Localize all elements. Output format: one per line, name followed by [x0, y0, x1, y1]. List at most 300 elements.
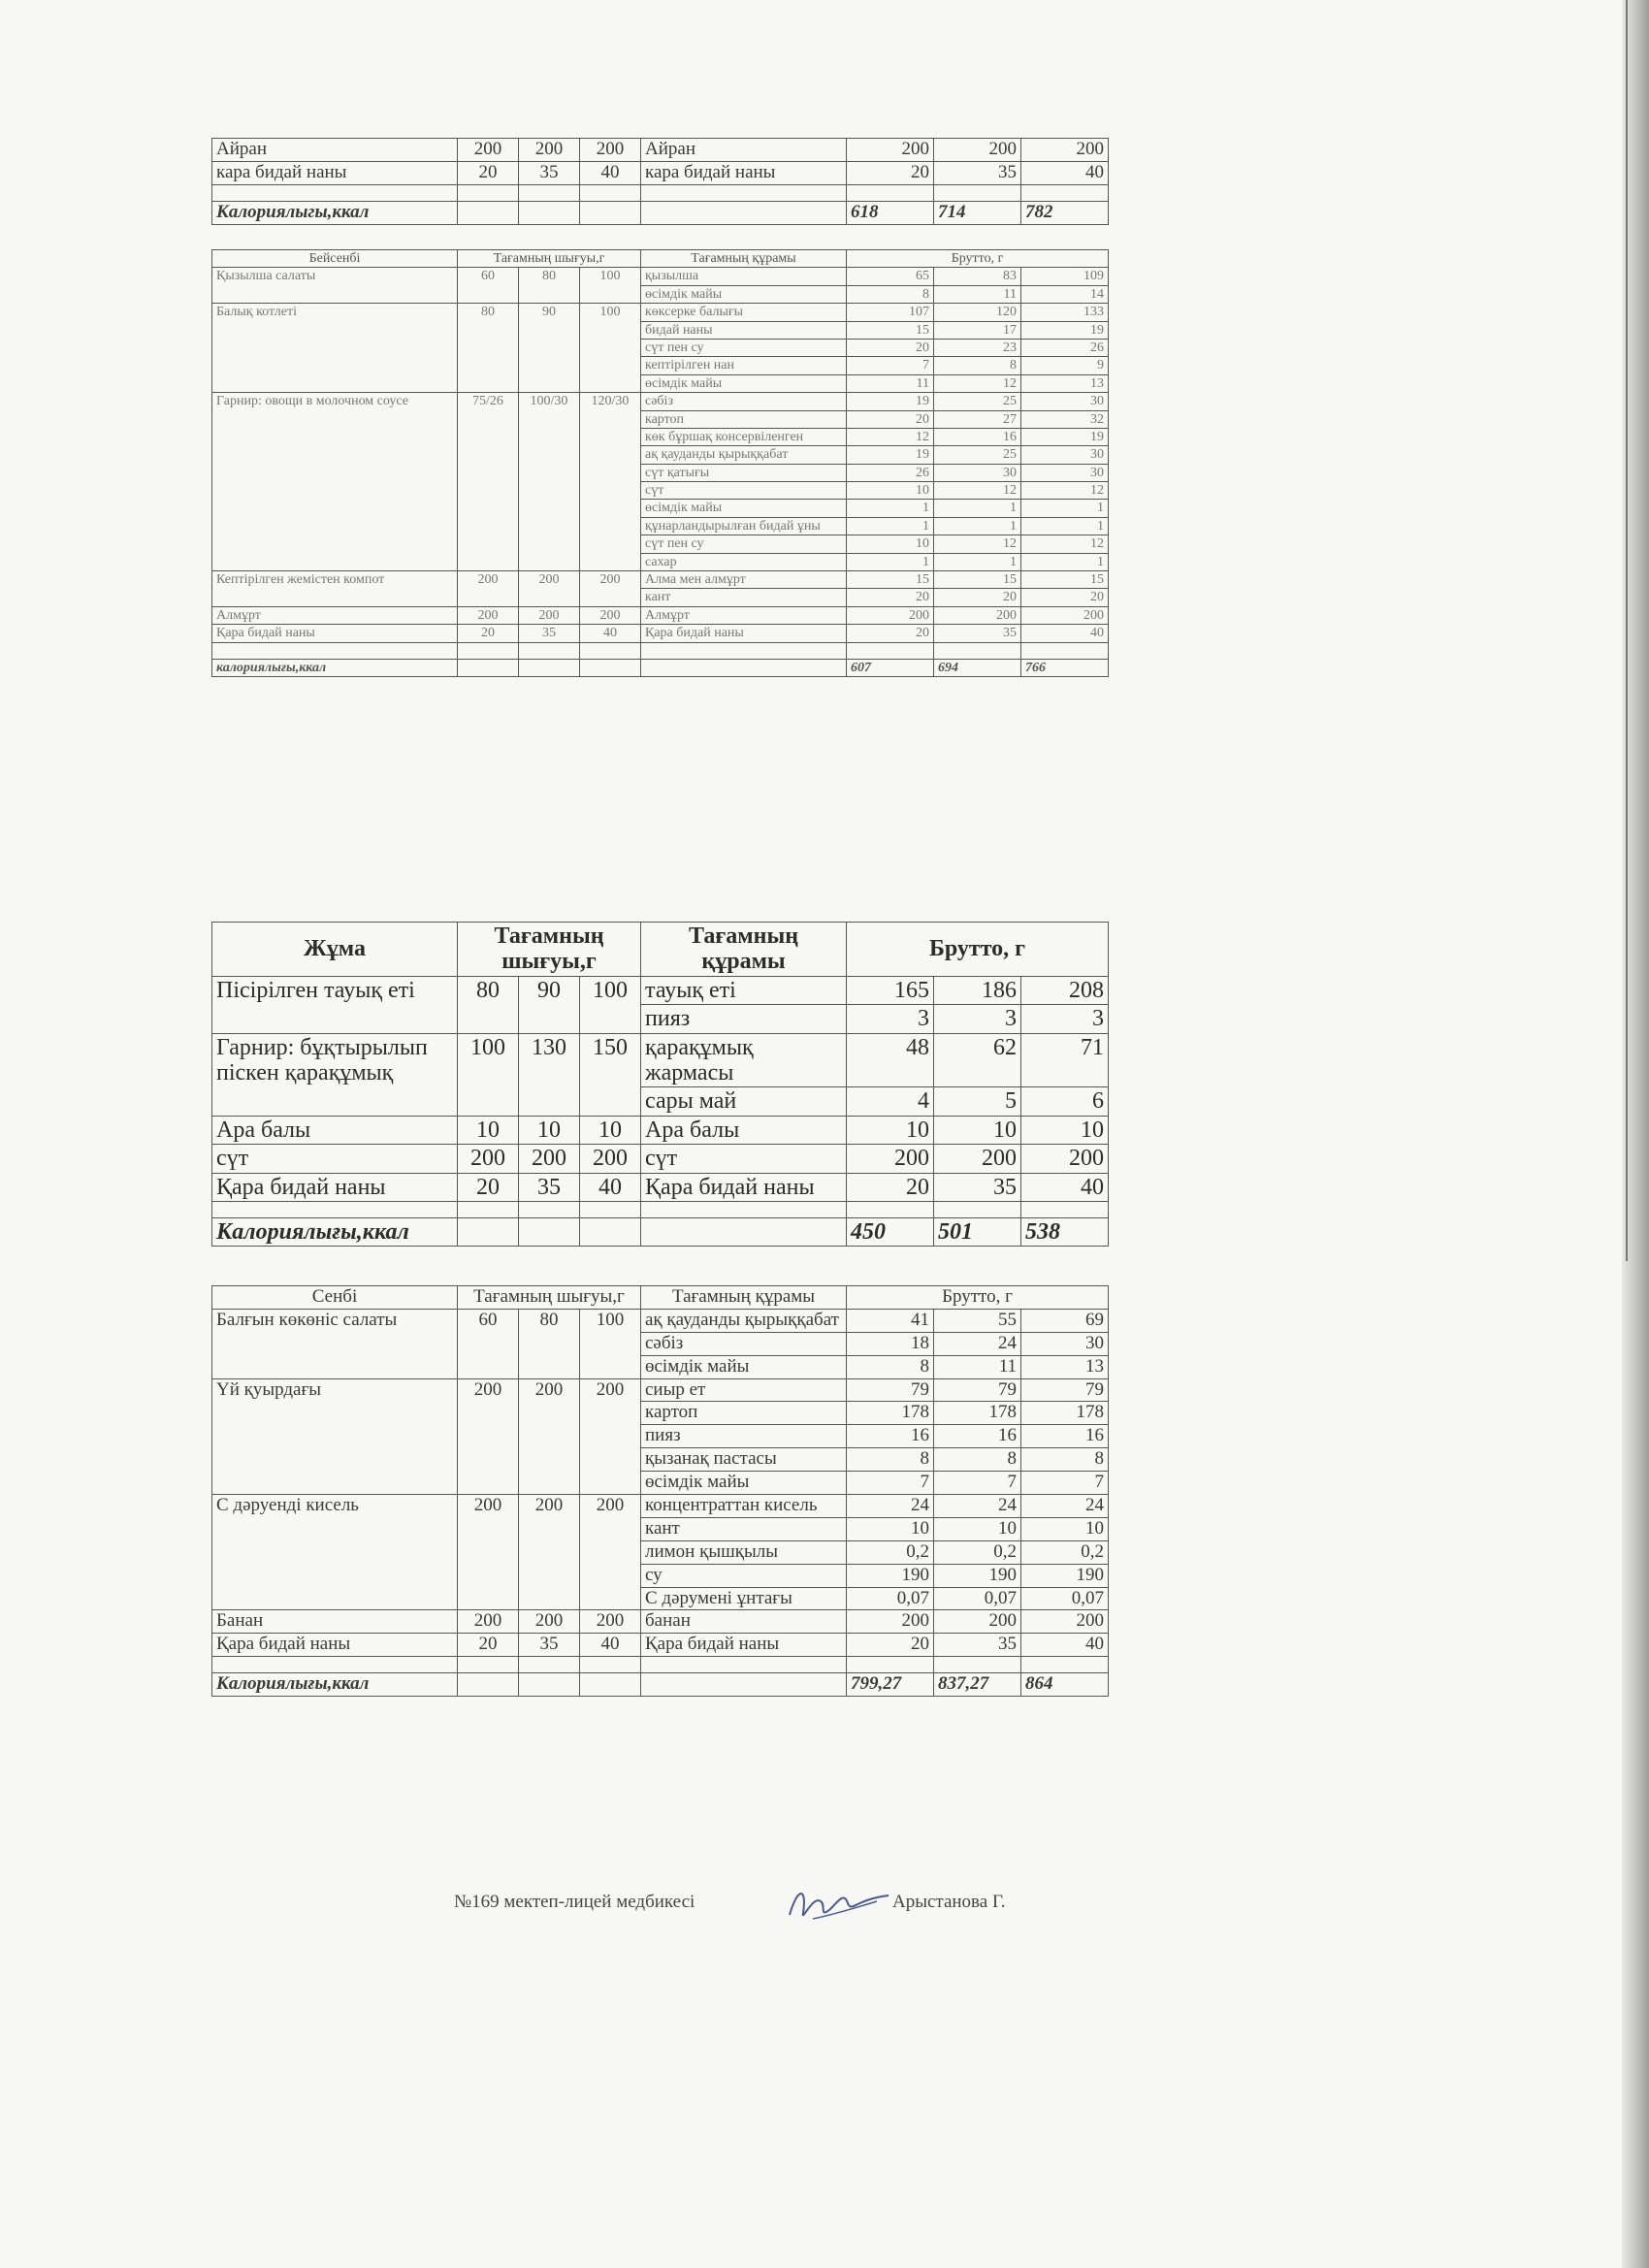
ingredient-name: сары май: [641, 1087, 847, 1116]
ingredient-name: сүт: [641, 482, 847, 500]
gross-value: 17: [934, 321, 1021, 339]
dish-name: Қара бидай наны: [212, 1634, 458, 1657]
ingredient-name: Қара бидай наны: [641, 1173, 847, 1201]
gross-value: 12: [934, 535, 1021, 553]
gross-value: 12: [847, 428, 934, 445]
gross-value: 133: [1021, 304, 1109, 321]
output-value: 80: [519, 268, 580, 304]
gross-value: 15: [934, 571, 1021, 589]
ingredient-name: Алмұрт: [641, 606, 847, 624]
table-row: [212, 1116, 1109, 1144]
output-value: 35: [519, 1634, 580, 1657]
calorie-value: 450: [847, 1217, 934, 1246]
gross-value: 0,2: [847, 1540, 934, 1564]
gross-value: 14: [1021, 285, 1109, 303]
output-value: 100: [580, 976, 641, 1033]
nurse-label: №169 мектеп-лицей медбикесі: [454, 1892, 695, 1912]
output-value: 200: [458, 1610, 519, 1634]
gross-value: 40: [1021, 1173, 1109, 1201]
ingredient-name: кант: [641, 1517, 847, 1540]
gross-value: 3: [1021, 1005, 1109, 1033]
gross-value: 27: [934, 410, 1021, 428]
gross-value: 200: [847, 139, 934, 162]
ingredient-name: картоп: [641, 1402, 847, 1425]
gross-value: 7: [847, 1472, 934, 1495]
gross-value: 107: [847, 304, 934, 321]
gross-value: 20: [847, 1173, 934, 1201]
output-value: 20: [458, 161, 519, 184]
gross-value: 7: [1021, 1472, 1109, 1495]
dish-name: С дәруенді кисель: [212, 1495, 458, 1610]
gross-value: 3: [847, 1005, 934, 1033]
gross-value: 16: [1021, 1425, 1109, 1448]
gross-value: 25: [934, 393, 1021, 410]
gross-value: 35: [934, 625, 1021, 642]
gross-value: 30: [1021, 446, 1109, 464]
gross-value: 10: [1021, 1116, 1109, 1144]
table-row: [212, 1145, 1109, 1173]
output-value: 200: [458, 606, 519, 624]
friday-rows: [212, 976, 1109, 1201]
output-value: 200: [519, 571, 580, 607]
dish-name: Қара бидай наны: [212, 1173, 458, 1201]
gross-value: 6: [1021, 1087, 1109, 1116]
dish-name: Айран: [212, 139, 458, 162]
gross-value: 10: [847, 482, 934, 500]
ingredient-name: ақ қауданды қырыққабат: [641, 1309, 847, 1332]
calorie-value: 501: [934, 1217, 1021, 1246]
table-row: [212, 571, 1109, 589]
output-header: Тағамның шығуы,г: [458, 1286, 641, 1310]
spacer-row: [212, 184, 1109, 201]
gross-value: 30: [1021, 393, 1109, 410]
gross-value: 35: [934, 1173, 1021, 1201]
gross-value: 120: [934, 304, 1021, 321]
output-value: 35: [519, 625, 580, 642]
ingredient-name: сүт: [641, 1145, 847, 1173]
gross-value: 8: [934, 357, 1021, 374]
gross-value: 79: [934, 1378, 1021, 1402]
gross-value: 71: [1021, 1033, 1109, 1087]
gross-value: 15: [847, 321, 934, 339]
table-row: [212, 268, 1109, 285]
calorie-value: 864: [1021, 1673, 1109, 1697]
gross-value: 62: [934, 1033, 1021, 1087]
day-header: Сенбі: [212, 1286, 458, 1310]
ingredient-name: Қара бидай наны: [641, 625, 847, 642]
gross-value: 200: [847, 1610, 934, 1634]
calorie-value: 799,27: [847, 1673, 934, 1697]
gross-value: 178: [847, 1402, 934, 1425]
ingredient-name: картоп: [641, 410, 847, 428]
ingredient-name: көк бұршақ консервіленген: [641, 428, 847, 445]
ingredient-name: концентраттан кисель: [641, 1495, 847, 1518]
ingredient-name: сүт пен су: [641, 535, 847, 553]
dish-name: Балық котлеті: [212, 304, 458, 393]
gross-value: 8: [1021, 1448, 1109, 1472]
output-value: 10: [458, 1116, 519, 1144]
ingredient-name: қызылша: [641, 268, 847, 285]
table-row: [212, 1378, 1109, 1402]
gross-value: 1: [847, 553, 934, 570]
gross-value: 15: [847, 571, 934, 589]
gross-header: Брутто, г: [847, 1286, 1109, 1310]
output-value: 100: [580, 268, 641, 304]
gross-value: 178: [1021, 1402, 1109, 1425]
gross-value: 69: [1021, 1309, 1109, 1332]
table-row: [212, 1033, 1109, 1087]
top-table: [211, 138, 1109, 225]
scan-edge-line: [1626, 0, 1628, 1261]
table-row: [212, 625, 1109, 642]
gross-value: 55: [934, 1309, 1021, 1332]
calorie-value: 618: [847, 201, 934, 224]
calorie-value: 607: [847, 659, 934, 676]
output-value: 200: [580, 139, 641, 162]
gross-value: 48: [847, 1033, 934, 1087]
output-value: 80: [458, 304, 519, 393]
gross-value: 0,2: [934, 1540, 1021, 1564]
gross-value: 26: [847, 464, 934, 481]
dish-name: Гарнир: бұқтырылып піскен қарақұмық: [212, 1033, 458, 1116]
output-value: 150: [580, 1033, 641, 1116]
thursday-rows: [212, 268, 1109, 642]
table-row: [212, 1610, 1109, 1634]
gross-value: 1: [847, 517, 934, 535]
ingredient-name: қарақұмық жармасы: [641, 1033, 847, 1087]
ingredient-name: сахар: [641, 553, 847, 570]
gross-value: 12: [934, 482, 1021, 500]
output-value: 200: [458, 139, 519, 162]
table-row: [212, 976, 1109, 1004]
output-value: 90: [519, 976, 580, 1033]
top-section: [211, 138, 1108, 225]
gross-value: 79: [847, 1378, 934, 1402]
gross-value: 200: [847, 606, 934, 624]
gross-value: 1: [934, 517, 1021, 535]
ingredient-name: кант: [641, 589, 847, 606]
calorie-value: 714: [934, 201, 1021, 224]
gross-value: 8: [847, 285, 934, 303]
gross-value: 13: [1021, 1355, 1109, 1378]
ingredient-name: пияз: [641, 1005, 847, 1033]
gross-value: 32: [1021, 410, 1109, 428]
gross-value: 190: [1021, 1564, 1109, 1587]
output-header: Тағамның шығуы,г: [458, 923, 641, 977]
gross-value: 186: [934, 976, 1021, 1004]
ingredient-name: сәбіз: [641, 393, 847, 410]
gross-value: 30: [1021, 464, 1109, 481]
gross-value: 10: [847, 1517, 934, 1540]
friday-table: [211, 922, 1109, 1247]
output-value: 200: [519, 1145, 580, 1173]
gross-value: 11: [934, 1355, 1021, 1378]
ingredient-name: өсімдік майы: [641, 285, 847, 303]
gross-value: 11: [934, 285, 1021, 303]
gross-value: 12: [1021, 535, 1109, 553]
gross-value: 200: [934, 1610, 1021, 1634]
gross-value: 26: [1021, 339, 1109, 356]
gross-value: 0,2: [1021, 1540, 1109, 1564]
ingredient-name: Алма мен алмұрт: [641, 571, 847, 589]
gross-value: 1: [934, 500, 1021, 517]
output-value: 100/30: [519, 393, 580, 571]
output-value: 200: [580, 1495, 641, 1610]
table-row: [212, 1634, 1109, 1657]
gross-value: 3: [934, 1005, 1021, 1033]
output-value: 200: [458, 1378, 519, 1494]
output-value: 75/26: [458, 393, 519, 571]
gross-value: 16: [934, 428, 1021, 445]
output-value: 100: [580, 1309, 641, 1378]
dish-name: Балғын көкөніс салаты: [212, 1309, 458, 1378]
dish-name: Пісірілген тауық еті: [212, 976, 458, 1033]
gross-value: 23: [934, 339, 1021, 356]
gross-value: 10: [1021, 1517, 1109, 1540]
gross-value: 10: [934, 1517, 1021, 1540]
output-value: 200: [580, 1145, 641, 1173]
output-value: 40: [580, 1173, 641, 1201]
gross-value: 7: [934, 1472, 1021, 1495]
gross-value: 30: [934, 464, 1021, 481]
table-row: [212, 393, 1109, 410]
output-value: 200: [458, 1495, 519, 1610]
day-header: Бейсенбі: [212, 250, 458, 268]
dish-name: сүт: [212, 1145, 458, 1173]
output-value: 40: [580, 625, 641, 642]
gross-value: 79: [1021, 1378, 1109, 1402]
table-row: [212, 161, 1109, 184]
gross-value: 1: [1021, 500, 1109, 517]
gross-value: 18: [847, 1332, 934, 1355]
ingredient-name: Айран: [641, 139, 847, 162]
output-value: 100: [458, 1033, 519, 1116]
gross-value: 190: [934, 1564, 1021, 1587]
handwritten-signature: [784, 1880, 890, 1928]
gross-header: Брутто, г: [847, 923, 1109, 977]
gross-value: 20: [847, 339, 934, 356]
gross-value: 12: [934, 374, 1021, 392]
gross-header: Брутто, г: [847, 250, 1109, 268]
gross-value: 200: [1021, 1145, 1109, 1173]
output-value: 35: [519, 161, 580, 184]
calorie-label: Калориялығы,ккал: [212, 1217, 458, 1246]
output-value: 90: [519, 304, 580, 393]
calorie-row: [212, 1673, 1109, 1697]
output-header: Тағамның шығуы,г: [458, 250, 641, 268]
dish-name: кара бидай наны: [212, 161, 458, 184]
output-value: 200: [458, 1145, 519, 1173]
output-value: 10: [580, 1116, 641, 1144]
gross-value: 35: [934, 161, 1021, 184]
gross-value: 19: [1021, 321, 1109, 339]
gross-value: 178: [934, 1402, 1021, 1425]
gross-value: 24: [934, 1495, 1021, 1518]
gross-value: 11: [847, 374, 934, 392]
gross-value: 8: [934, 1448, 1021, 1472]
composition-header: Тағамның құрамы: [641, 923, 847, 977]
calorie-value: 766: [1021, 659, 1109, 676]
gross-value: 200: [934, 1145, 1021, 1173]
output-value: 10: [519, 1116, 580, 1144]
ingredient-name: қызанақ пастасы: [641, 1448, 847, 1472]
output-value: 80: [458, 976, 519, 1033]
gross-value: 20: [847, 161, 934, 184]
signature-block: [454, 1880, 1075, 1928]
output-value: 100: [580, 304, 641, 393]
gross-value: 20: [934, 589, 1021, 606]
gross-value: 200: [1021, 139, 1109, 162]
output-value: 60: [458, 1309, 519, 1378]
gross-value: 40: [1021, 625, 1109, 642]
gross-value: 19: [1021, 428, 1109, 445]
header-row: [212, 1286, 1109, 1310]
gross-value: 10: [847, 1116, 934, 1144]
gross-value: 35: [934, 1634, 1021, 1657]
gross-value: 24: [847, 1495, 934, 1518]
ingredient-name: тауық еті: [641, 976, 847, 1004]
ingredient-name: өсімдік майы: [641, 374, 847, 392]
table-row: [212, 1495, 1109, 1518]
ingredient-name: сәбіз: [641, 1332, 847, 1355]
gross-value: 65: [847, 268, 934, 285]
saturday-rows: [212, 1309, 1109, 1656]
spacer-row: [212, 1201, 1109, 1217]
gross-value: 10: [847, 535, 934, 553]
gross-value: 9: [1021, 357, 1109, 374]
composition-header: Тағамның құрамы: [641, 250, 847, 268]
ingredient-name: құнарландырылған бидай ұны: [641, 517, 847, 535]
gross-value: 30: [1021, 1332, 1109, 1355]
gross-value: 20: [847, 1634, 934, 1657]
table-row: [212, 1173, 1109, 1201]
saturday-section: [211, 1285, 1108, 1697]
output-value: 40: [580, 161, 641, 184]
output-value: 200: [519, 139, 580, 162]
gross-value: 4: [847, 1087, 934, 1116]
dish-name: Гарнир: овощи в молочном соусе: [212, 393, 458, 571]
output-value: 120/30: [580, 393, 641, 571]
ingredient-name: С дәрумені ұнтағы: [641, 1587, 847, 1610]
ingredient-name: сүт пен су: [641, 339, 847, 356]
ingredient-name: көксерке балығы: [641, 304, 847, 321]
calorie-row: [212, 1217, 1109, 1246]
gross-value: 165: [847, 976, 934, 1004]
gross-value: 7: [847, 357, 934, 374]
gross-value: 19: [847, 446, 934, 464]
gross-value: 8: [847, 1355, 934, 1378]
ingredient-name: пияз: [641, 1425, 847, 1448]
gross-value: 0,07: [1021, 1587, 1109, 1610]
ingredient-name: су: [641, 1564, 847, 1587]
gross-value: 109: [1021, 268, 1109, 285]
spacer-row: [212, 642, 1109, 659]
calorie-label: Калориялыгы,ккал: [212, 201, 458, 224]
day-header: Жұма: [212, 923, 458, 977]
gross-value: 20: [847, 589, 934, 606]
nurse-name: Арыстанова Г.: [892, 1892, 1006, 1912]
dish-name: Қызылша салаты: [212, 268, 458, 304]
ingredient-name: сүт қатығы: [641, 464, 847, 481]
gross-value: 200: [847, 1145, 934, 1173]
ingredient-name: өсімдік майы: [641, 1355, 847, 1378]
ingredient-name: лимон қышқылы: [641, 1540, 847, 1564]
gross-value: 20: [1021, 589, 1109, 606]
output-value: 200: [580, 571, 641, 607]
gross-value: 200: [1021, 606, 1109, 624]
ingredient-name: Ара балы: [641, 1116, 847, 1144]
gross-value: 1: [847, 500, 934, 517]
gross-value: 16: [847, 1425, 934, 1448]
output-value: 200: [519, 1378, 580, 1494]
gross-value: 40: [1021, 161, 1109, 184]
thursday-section: [211, 249, 1108, 677]
saturday-table: [211, 1285, 1109, 1697]
calorie-value: 538: [1021, 1217, 1109, 1246]
gross-value: 1: [934, 553, 1021, 570]
gross-value: 25: [934, 446, 1021, 464]
table-row: [212, 304, 1109, 321]
output-value: 200: [580, 1378, 641, 1494]
dish-name: Ара балы: [212, 1116, 458, 1144]
gross-value: 24: [1021, 1495, 1109, 1518]
ingredient-name: өсімдік майы: [641, 1472, 847, 1495]
ingredient-name: банан: [641, 1610, 847, 1634]
calorie-value: 837,27: [934, 1673, 1021, 1697]
gross-value: 15: [1021, 571, 1109, 589]
dish-name: Қара бидай наны: [212, 625, 458, 642]
gross-value: 12: [1021, 482, 1109, 500]
gross-value: 208: [1021, 976, 1109, 1004]
gross-value: 0,07: [847, 1587, 934, 1610]
output-value: 200: [519, 606, 580, 624]
gross-value: 8: [847, 1448, 934, 1472]
friday-section: [211, 922, 1108, 1247]
calorie-row: [212, 659, 1109, 676]
thursday-table: [211, 249, 1109, 677]
ingredient-name: бидай наны: [641, 321, 847, 339]
gross-value: 200: [934, 606, 1021, 624]
output-value: 40: [580, 1634, 641, 1657]
output-value: 20: [458, 625, 519, 642]
ingredient-name: кара бидай наны: [641, 161, 847, 184]
header-row: [212, 923, 1109, 977]
table-row: [212, 606, 1109, 624]
gross-value: 16: [934, 1425, 1021, 1448]
ingredient-name: сиыр ет: [641, 1378, 847, 1402]
top-rows: [212, 139, 1109, 185]
calorie-label: калориялығы,ккал: [212, 659, 458, 676]
gross-value: 13: [1021, 374, 1109, 392]
output-value: 35: [519, 1173, 580, 1201]
ingredient-name: кептірілген нан: [641, 357, 847, 374]
gross-value: 1: [1021, 517, 1109, 535]
output-value: 200: [580, 1610, 641, 1634]
output-value: 80: [519, 1309, 580, 1378]
gross-value: 5: [934, 1087, 1021, 1116]
gross-value: 41: [847, 1309, 934, 1332]
gross-value: 1: [1021, 553, 1109, 570]
ingredient-name: өсімдік майы: [641, 500, 847, 517]
gross-value: 10: [934, 1116, 1021, 1144]
ingredient-name: Қара бидай наны: [641, 1634, 847, 1657]
dish-name: Кептірілген жемістен компот: [212, 571, 458, 607]
spacer-row: [212, 1657, 1109, 1673]
gross-value: 200: [934, 139, 1021, 162]
dish-name: Үй қуырдағы: [212, 1378, 458, 1494]
gross-value: 200: [1021, 1610, 1109, 1634]
calorie-label: Калориялығы,ккал: [212, 1673, 458, 1697]
